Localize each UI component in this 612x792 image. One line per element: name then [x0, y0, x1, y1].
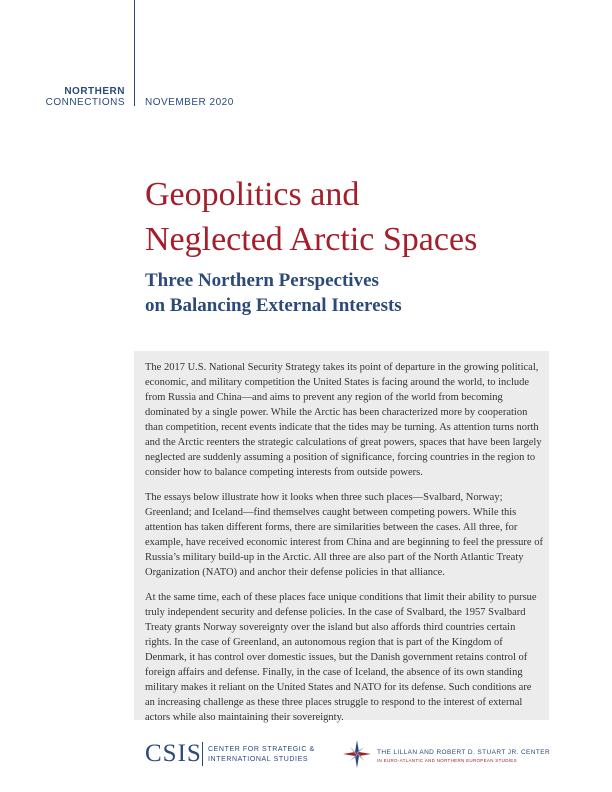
stuart-center-subtitle: IN EURO-ATLANTIC AND NORTHERN EUROPEAN STUDIES: [377, 758, 517, 763]
footer-logos: [145, 738, 565, 772]
csis-name-line2: INTERNATIONAL STUDIES: [208, 756, 309, 763]
csis-full-name: [208, 745, 315, 765]
stuart-center-name: THE LILLAN AND ROBERT D. STUART JR. CENTER: [377, 749, 551, 756]
logo-divider: [202, 742, 203, 766]
summary-text: [145, 360, 543, 735]
document-title: [145, 172, 565, 262]
title-line1: Geopolitics and: [145, 176, 360, 213]
subtitle-line1: Three Northern Perspectives: [145, 270, 379, 291]
series-name-line2: CONNECTIONS: [45, 97, 125, 108]
series-name-line1: NORTHERN: [64, 86, 125, 97]
title-line2: Neglected Arctic Spaces: [145, 221, 478, 258]
summary-paragraph-2: The essays below illustrate how it looks when three such places—Svalbard, Norway; Greenland; and Iceland—find themselves caught between competing powers. While this attention has taken different forms, there are similarities between the cases. All three, for example, have received economic interest from China and are beginning to feel the pressure of Russia’s military build-up in the Arctic. All three are also part of the North Atlantic Treaty Organization (NATO) and anchor their defense policies in that alliance.: [145, 492, 543, 578]
publication-date: NOVEMBER 2020: [145, 97, 234, 108]
document-subtitle: [145, 268, 565, 318]
csis-logo: CSIS: [145, 740, 202, 767]
summary-paragraph-1: The 2017 U.S. National Security Strategy takes its point of departure in the growing political, economic, and military competition the United States is facing around the world, to include from Russia and China—and aims to prevent any region of the world from becoming dominated by a single power. While the Arctic has been characterized more by cooperation than competition, recent events indicate that the tides may be turning. As attention turns north and the Arctic reenters the strategic calculations of great powers, spaces that have been largely neglected are suddenly assuming a position of significance, forcing countries in the region to consider how to balance competing interests from outside powers.: [145, 362, 542, 478]
csis-name-line1: CENTER FOR STRATEGIC &: [208, 746, 315, 753]
subtitle-line2: on Balancing External Interests: [145, 295, 402, 316]
summary-paragraph-3: At the same time, each of these places face unique conditions that limit their ability to pursue truly independent security and defense policies. In the case of Svalbard, the 1957 Svalbard Treaty grants Norway sovereignty over the island but also affords third countries certain rights. In the case of Greenland, an autonomous region that is part of the Kingdom of Denmark, it has control over domestic issues, but the Danish government retains control of foreign affairs and defense. Finally, in the case of Iceland, the absence of its own standing military makes it reliant on the United States and NATO for its defense. Such conditions are an increasing challenge as these three places struggle to respond to the interest of external actors while also maintaining their sovereignty.: [145, 592, 537, 723]
header-divider-line: [134, 0, 135, 106]
compass-star-icon: [342, 739, 372, 769]
